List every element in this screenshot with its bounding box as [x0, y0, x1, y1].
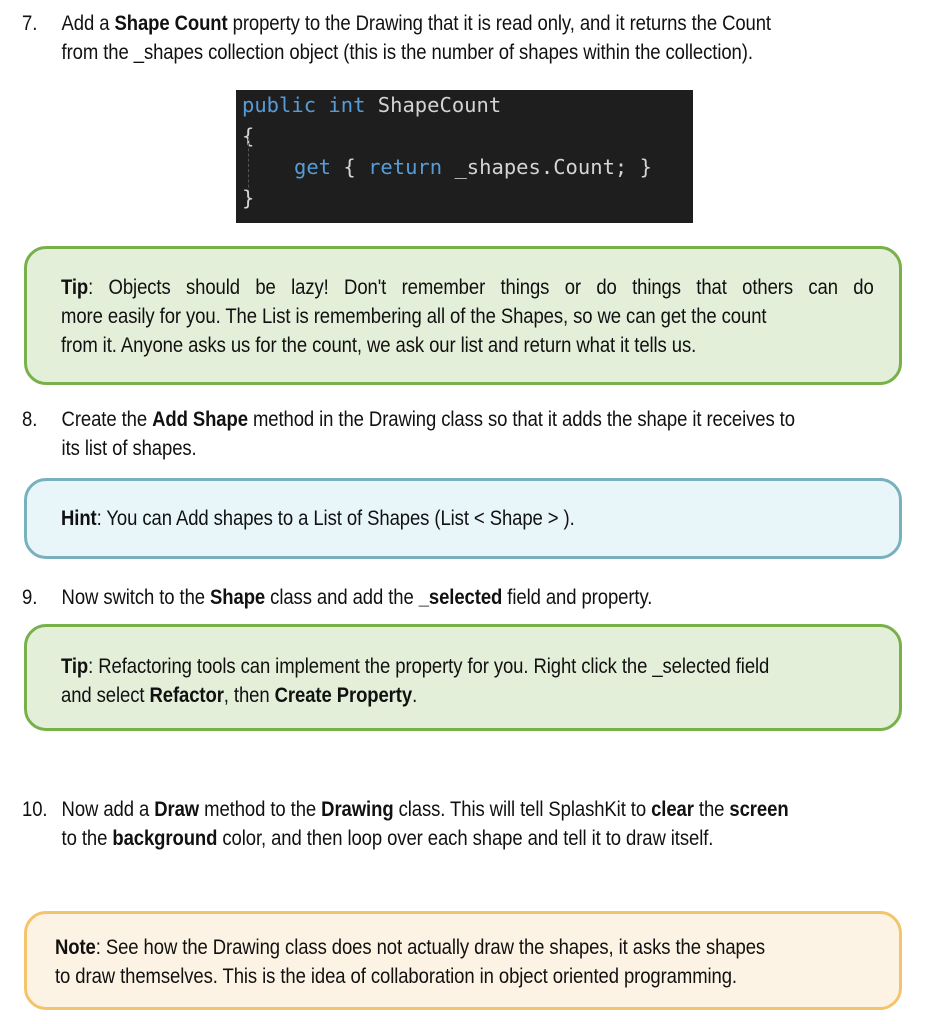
bold-term: screen: [729, 797, 789, 821]
step-line: its list of shapes.: [61, 436, 197, 460]
tip-label: Tip: [61, 275, 89, 299]
code-line: }: [242, 186, 255, 210]
note-text: [55, 933, 874, 991]
step-number: 10.: [22, 797, 48, 821]
tip-line: and select Refactor, then Create Property.: [61, 683, 418, 707]
bold-term: clear: [651, 797, 694, 821]
step-line: to the background color, and then loop over each shape and tell it to draw itself.: [61, 826, 714, 850]
bold-term: Shape: [210, 585, 266, 609]
hint-label: Hint: [61, 506, 97, 530]
bold-term: _selected: [418, 585, 503, 609]
tip-line: more easily for you. The List is remembering all of the Shapes, so we can get the count: [61, 304, 767, 328]
step-text: [62, 795, 917, 853]
step-line: from the _shapes collection object (this is the number of shapes within the collection).: [61, 40, 753, 64]
tip-text: [61, 652, 874, 710]
note-box: [24, 911, 902, 1010]
hint-box: [24, 478, 902, 559]
code-line: public int ShapeCount: [242, 93, 502, 117]
step-line: Create the Add Shape method in the Drawing class so that it adds the shape it receives to: [61, 407, 795, 431]
tip-line: from it. Anyone asks us for the count, we ask our list and return what it tells us.: [61, 333, 697, 357]
note-line: Note: See how the Drawing class does not actually draw the shapes, it asks the shapes: [55, 935, 766, 959]
hint-line: Hint: You can Add shapes to a List of Shapes (List < Shape > ).: [61, 506, 575, 530]
step-line: Now switch to the Shape class and add the _selected field and property.: [61, 585, 653, 609]
bold-term: Shape Count: [114, 11, 228, 35]
bold-term: Refactor: [149, 683, 224, 707]
step-number: 9.: [22, 585, 38, 609]
note-line: to draw themselves. This is the idea of collaboration in object oriented programming.: [55, 964, 737, 988]
step-number: 8.: [22, 407, 38, 431]
tip-label: Tip: [61, 654, 89, 678]
tip-box: [24, 246, 902, 385]
note-label: Note: [55, 935, 96, 959]
bold-term: Drawing: [321, 797, 394, 821]
tip-line: Tip: Objects should be lazy! Don't remember things or do things that others can do: [61, 275, 874, 299]
step-line: Add a Shape Count property to the Drawing that it is read only, and it returns the Count: [61, 11, 771, 35]
bold-term: Create Property: [274, 683, 413, 707]
code-line: get { return _shapes.Count; }: [294, 155, 652, 179]
tip-line: Tip: Refactoring tools can implement the property for you. Right click the _selected field: [61, 654, 770, 678]
step-text: [62, 405, 917, 463]
step-text: [62, 583, 917, 612]
code-line: {: [242, 124, 255, 148]
tip-box: [24, 624, 902, 731]
bold-term: Add Shape: [152, 407, 248, 431]
step-line: Now add a Draw method to the Drawing class. This will tell SplashKit to clear the screen: [61, 797, 789, 821]
step-text: [62, 9, 917, 67]
bold-term: background: [112, 826, 218, 850]
tip-text: [61, 273, 874, 360]
code-block: [236, 90, 693, 223]
hint-text: [61, 504, 874, 533]
step-number: 7.: [22, 11, 38, 35]
bold-term: Draw: [154, 797, 200, 821]
